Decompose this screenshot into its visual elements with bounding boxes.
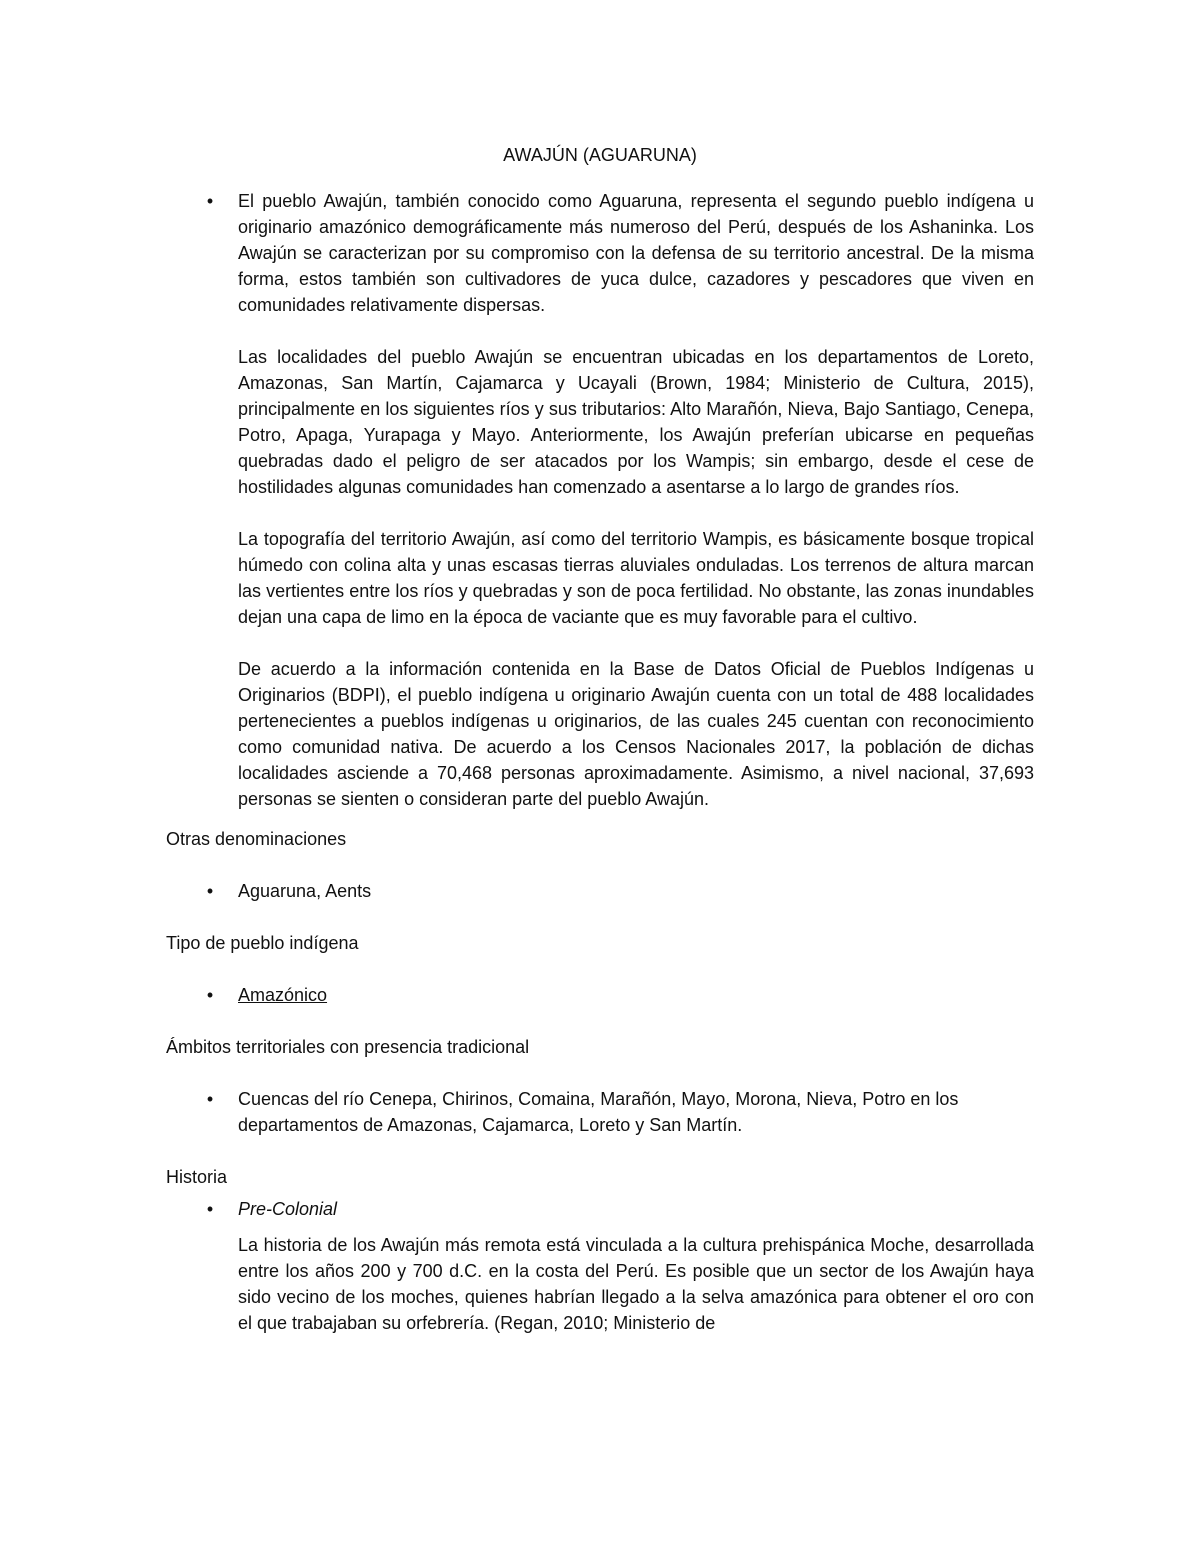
- intro-paragraph-1: El pueblo Awajún, también conocido como Aguaruna, representa el segundo pueblo indígena u originario amazónico demográficamente más numeroso del Perú, después de los Ashaninka. Los Awajún se caracterizan por su compromiso con la defensa de su territorio ancestral. De la misma forma, estos también son cultivadores de yuca dulce, cazadores y pescadores que viven en comunidades relativamente dispersas.: [238, 191, 1034, 315]
- section-heading-otras-denominaciones: Otras denominaciones: [166, 829, 347, 849]
- list-item-historia: [166, 1196, 1034, 1222]
- amazonico-link[interactable]: Amazónico: [238, 985, 328, 1005]
- list-item-text: Aguaruna, Aents: [238, 881, 372, 901]
- subheading-pre-colonial: Pre-Colonial: [238, 1199, 338, 1219]
- list-item-ambitos: [166, 1086, 1034, 1138]
- intro-paragraph-3: La topografía del territorio Awajún, así como del territorio Wampis, es básicamente bosque tropical húmedo con colina alta y unas escasas tierras aluviales onduladas. Los terrenos de altura marcan las vertientes entre los ríos y quebradas y son de poca fertilidad. No obstante, las zonas inundables dejan una capa de limo en la época de vaciante que es muy favorable para el cultivo.: [238, 529, 1034, 627]
- section-heading-tipo-pueblo: Tipo de pueblo indígena: [166, 933, 359, 953]
- bullet-icon: •: [206, 1199, 214, 1219]
- section-heading-ambitos: Ámbitos territoriales con presencia tradicional: [166, 1037, 530, 1057]
- document-title: AWAJÚN (AGUARUNA): [503, 145, 697, 165]
- section-heading-historia: Historia: [166, 1167, 228, 1187]
- intro-bullet-block: [166, 188, 1034, 812]
- list-item-tipo-pueblo: [166, 982, 1034, 1008]
- intro-paragraph-2: Las localidades del pueblo Awajún se encuentran ubicadas en los departamentos de Loreto, Amazonas, San Martín, Cajamarca y Ucayali (Brown, 1984; Ministerio de Cultura, 2015), principalmente en los siguientes ríos y sus tributarios: Alto Marañón, Nieva, Bajo Santiago, Cenepa, Potro, Apaga, Yurapaga y Mayo. Anteriormente, los Awajún preferían ubicarse en pequeñas quebradas dado el peligro de ser atacados por los Wampis; sin embargo, desde el cese de hostilidades algunas comunidades han comenzado a asentarse a lo largo de grandes ríos.: [238, 347, 1034, 497]
- intro-paragraph-4: De acuerdo a la información contenida en la Base de Datos Oficial de Pueblos Indígenas u Originarios (BDPI), el pueblo indígena u originario Awajún cuenta con un total de 488 localidades pertenecientes a pueblos indígenas u originarios, de las cuales 245 cuentan con reconocimiento como comunidad nativa. De acuerdo a los Censos Nacionales 2017, la población de dichas localidades asciende a 70,468 personas aproximadamente. Asimismo, a nivel nacional, 37,693 personas se sienten o consideran parte del pueblo Awajún.: [238, 659, 1034, 809]
- bullet-icon: •: [206, 1089, 214, 1109]
- list-item-text: Cuencas del río Cenepa, Chirinos, Comaina, Marañón, Mayo, Morona, Nieva, Potro en los departamentos de Amazonas, Cajamarca, Loreto y San Martín.: [238, 1089, 959, 1135]
- historia-paragraph: La historia de los Awajún más remota está vinculada a la cultura prehispánica Moche, desarrollada entre los años 200 y 700 d.C. en la costa del Perú. Es posible que un sector de los Awajún haya sido vecino de los moches, quienes habrían llegado a la selva amazónica para obtener el oro con el que trabajaban su orfebrería. (Regan, 2010; Ministerio de: [238, 1235, 1034, 1333]
- bullet-icon: •: [206, 881, 214, 901]
- list-item-otras-denominaciones: [166, 878, 1034, 904]
- bullet-icon: •: [206, 191, 214, 211]
- bullet-icon: •: [206, 985, 214, 1005]
